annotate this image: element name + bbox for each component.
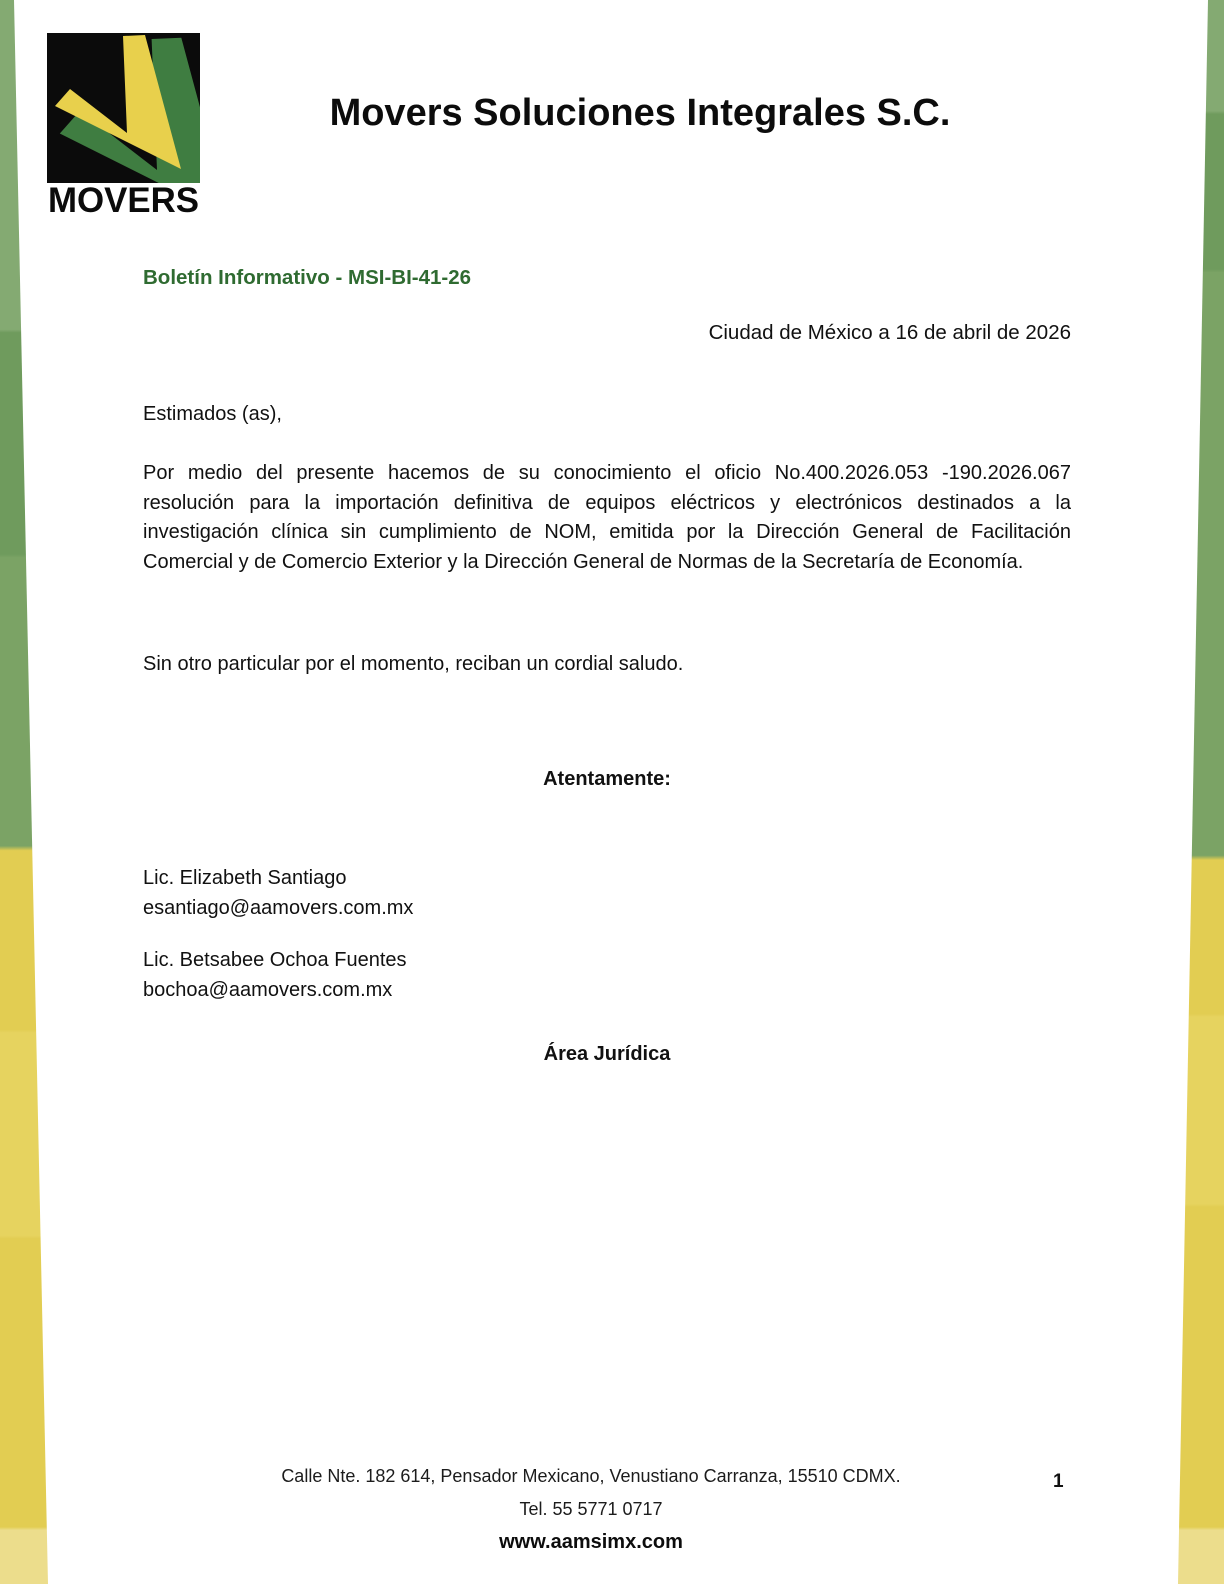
body-paragraph: Por medio del presente hacemos de su conocimiento el oficio No.400.2026.053 -190.2026.067 resolución para la importación definitiva de equipos eléctricos y electrónicos destinados a la investigación clínica sin cumplimiento de NOM, emitida por la Dirección General de Facilitación Comercial y de Comercio Exterior y la Dirección General de Normas de la Secretaría de Economía. xyxy=(143,462,1071,573)
footer-phone: Tel. 55 5771 0717 xyxy=(519,1499,663,1519)
signatory-name: Lic. Betsabee Ochoa Fuentes xyxy=(143,949,407,971)
salutation: Estimados (as), xyxy=(143,403,282,425)
checkmark-logo-icon xyxy=(47,33,200,221)
signoff-heading: Atentamente: xyxy=(543,768,671,790)
signatory-email: esantiago@aamovers.com.mx xyxy=(143,897,414,919)
left-edge-ribbon-decoration xyxy=(0,0,48,1584)
page-number: 1 xyxy=(1053,1471,1064,1492)
company-title: Movers Soluciones Integrales S.C. xyxy=(329,92,951,134)
movers-logo xyxy=(47,33,200,221)
signature-block xyxy=(143,863,413,1027)
signatory-email: bochoa@aamovers.com.mx xyxy=(143,979,393,1001)
department-heading: Área Jurídica xyxy=(543,1043,671,1065)
page-footer xyxy=(143,1460,1039,1559)
closing-line: Sin otro particular por el momento, reciban un cordial saludo. xyxy=(143,653,684,675)
signatory xyxy=(143,945,413,1005)
bulletin-heading: Boletín Informativo - MSI-BI-41-26 xyxy=(143,266,472,289)
logo-wordmark: MOVERS xyxy=(48,181,199,220)
date-line: Ciudad de México a 16 de abril de 2026 xyxy=(708,321,1071,344)
signatory-name: Lic. Elizabeth Santiago xyxy=(143,867,347,889)
signatory xyxy=(143,863,413,923)
right-edge-ribbon-decoration xyxy=(1176,0,1224,1584)
footer-address: Calle Nte. 182 614, Pensador Mexicano, Venustiano Carranza, 15510 CDMX. xyxy=(281,1466,901,1486)
footer-website: www.aamsimx.com xyxy=(499,1531,683,1553)
